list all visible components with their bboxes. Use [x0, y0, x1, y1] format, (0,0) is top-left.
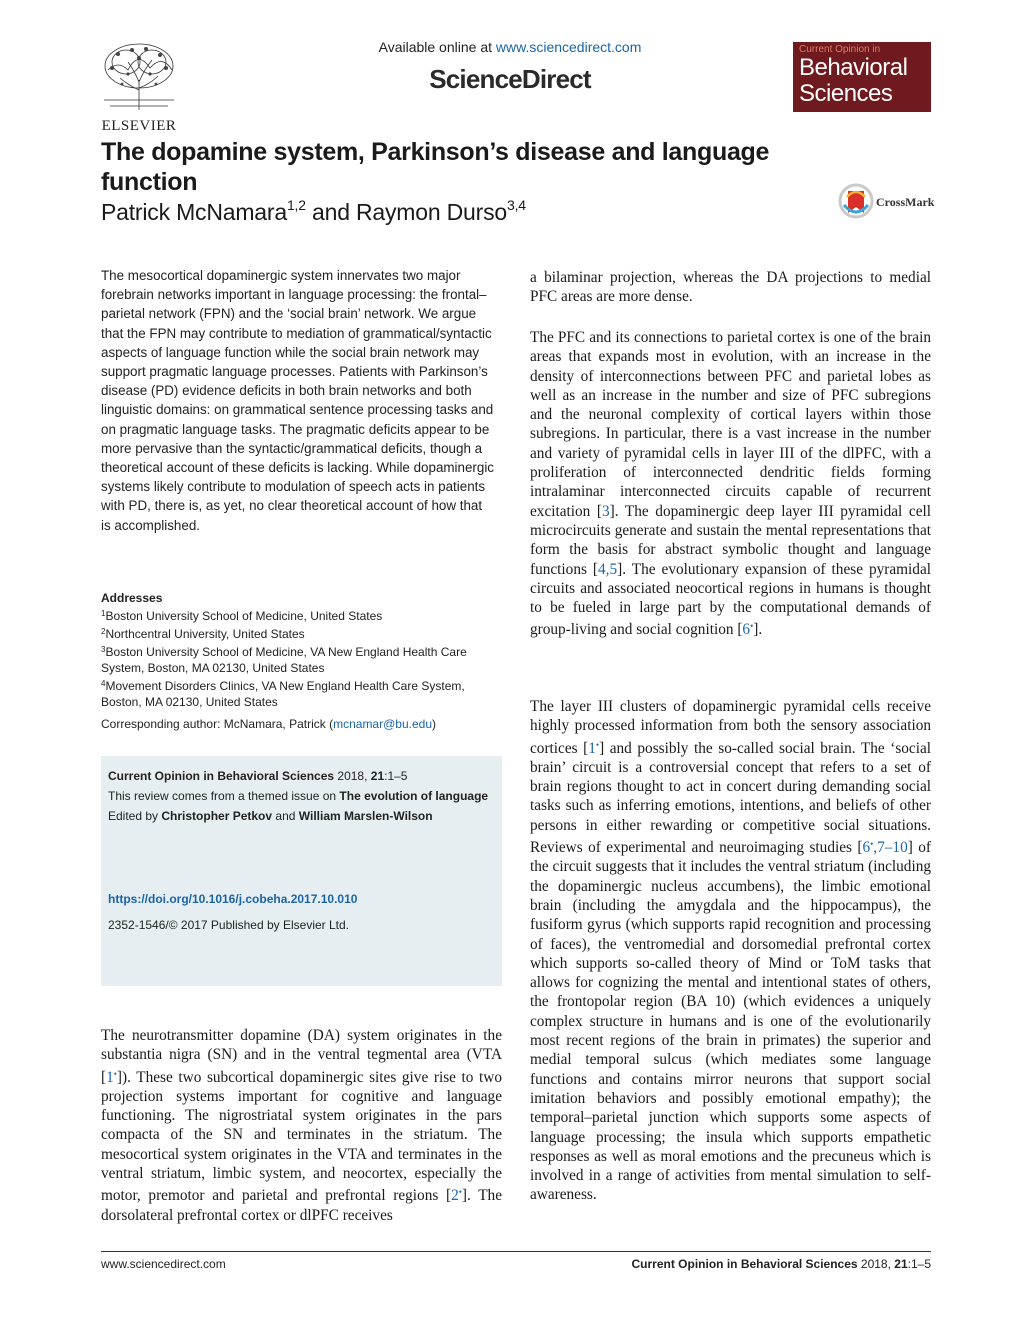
body-text-span: ] and possibly the so-called social brain. The ‘social brain’ circuit is a controversial concept that refers to a set of brain regions thought to act in concert during demanding social tasks such as inferring emotions, intentions, and beliefs of other persons in either rewarding or competitive social situations. Reviews of experimental and neuroimaging studies [ — [530, 739, 932, 857]
body-text-span: ]. The dorsolateral prefrontal cortex or dlPFC receives — [101, 1187, 502, 1224]
publisher-wordmark: ELSEVIER — [101, 118, 177, 134]
footer-site-link[interactable]: www.sciencedirect.com — [101, 1257, 226, 1271]
theme-line — [108, 786, 496, 806]
footer-volume: 21 — [894, 1257, 908, 1271]
citation-link[interactable] — [862, 839, 907, 856]
address-text: Movement Disorders Clinics, VA New England Health Care System, Boston, MA 02130, United States — [101, 679, 465, 709]
journal-name: Current Opinion in Behavioral Sciences — [108, 769, 335, 783]
author-line — [101, 197, 526, 226]
address-number: 3 — [101, 645, 106, 654]
addresses-heading: Addresses — [101, 591, 163, 605]
citation-volume: 21 — [370, 769, 385, 783]
body-text-span: ]. The dopaminergic deep layer III pyramidal cell microcircuits generate and sustain the mental representations that form the basis for abstract symbolic thought and language functions [ — [530, 502, 931, 578]
journal-badge — [793, 42, 931, 112]
citation-mark: • — [595, 739, 600, 750]
citation-mark: • — [750, 621, 754, 632]
citation-link[interactable] — [451, 1187, 462, 1204]
author-name: Raymon Durso — [355, 199, 507, 225]
address-text: Northcentral University, United States — [105, 627, 305, 641]
citation-number: 6 — [742, 621, 751, 639]
footer-divider — [101, 1251, 931, 1252]
editor-name: William Marslen-Wilson — [298, 809, 433, 823]
citation-link[interactable] — [106, 1069, 117, 1086]
citation-number: 6 — [862, 839, 871, 857]
corresponding-text: Corresponding author: McNamara, Patrick ( — [101, 717, 334, 731]
address-number: 4 — [101, 679, 106, 688]
body-text-span: The PFC and its connections to parietal cortex is one of the brain areas that expands most in evolution, with an increase in the density of interconnections between PFC and parietal lobes as well as an increase in the number and size of PFC subregions and the neuronal complexity of cortical layers within those subregions. In particular, there is a vast increase in the number and variety of pyramidal cells in layer III of the dlPFC, with a proliferation of interconnected dendritic fields forming intralaminar interconnected circuits capable of recurrent excitation [ — [530, 329, 931, 520]
citation-pages: :1–5 — [384, 769, 408, 783]
citation-line — [108, 766, 496, 786]
editor-name: Christopher Petkov — [161, 809, 273, 823]
available-online-text: Available online at — [378, 39, 496, 55]
citation-mark: • — [113, 1068, 117, 1079]
citation-link[interactable] — [588, 740, 599, 757]
address-number: 2 — [101, 627, 106, 636]
footer-citation — [632, 1257, 931, 1271]
abstract: The mesocortical dopaminergic system innervates two major forebrain networks important in language processing: the frontal–parietal network (FPN) and the ‘social brain’ network. We argue that the FPN may contribute to mediation of grammatical/syntactic aspects of language function while the social brain network may support pragmatic language processes. Patients with Parkinson’s disease (PD) evidence deficits in both brain networks and both linguistic domains: on grammatical sentence processing tasks and on pragmatic language tasks. The pragmatic deficits appear to be more pervasive than the syntactic/grammatical deficits, though a theoretical account of these deficits is lacking. While dopaminergic systems likely contribute to modulation of speech acts in patients with PD, there is, as yet, no clear theoretical account of how that is accomplished. — [101, 268, 494, 533]
article-info-box — [101, 756, 502, 986]
citation-link[interactable]: 4,5 — [598, 560, 618, 578]
issn-copyright: 2352-1546/© 2017 Published by Elsevier Ltd. — [108, 918, 350, 932]
body-paragraph — [530, 328, 931, 640]
body-text-span: The layer III clusters of dopaminergic pyramidal cells receive highly processed information from both the sensory association cortices [ — [530, 698, 931, 757]
address-text: Boston University School of Medicine, VA New England Health Care System, Boston, MA 02130, United States — [101, 645, 467, 675]
citation-year: 2018, — [334, 769, 371, 783]
corresponding-author — [101, 717, 501, 731]
footer-journal: Current Opinion in Behavioral Sciences — [631, 1257, 858, 1271]
theme-prefix: This review comes from a themed issue on — [108, 789, 340, 803]
article-title: The dopamine system, Parkinson’s disease and language function — [101, 138, 770, 196]
citation-mark: • — [870, 839, 874, 850]
body-text-span: The neurotransmitter dopamine (DA) system originates in the substantia nigra (SN) and in the ventral tegmental area (VTA [ — [101, 1027, 502, 1086]
sciencedirect-wordmark: ScienceDirect — [429, 64, 591, 94]
citation-number: 2 — [451, 1187, 459, 1205]
journal-badge-line1: Behavioral — [799, 54, 908, 81]
address-number: 1 — [101, 609, 106, 618]
citation-number: 1 — [106, 1068, 114, 1086]
sciencedirect-link[interactable]: www.sciencedirect.com — [495, 39, 642, 55]
body-text-span: ] of the circuit suggests that it includes the ventral striatum (including the dopaminergic nucleus accumbens), the limbic emotional brain (including the amygdala and the hippocampus), the fusiform gyrus (which supports rapid recognition and processing of faces), the ventromedial and dorsomedial prefrontal cortex which supports so-called theory of Mind or ToM tasks that allows for cognizing the mental and intentional states of others, the frontopolar region (BA 10) (which evidences a uniquely complex structure in humans and is one of the evolutionarily most recent regions of the brain in primates) the superior and medial temporal sulcus (which mediates some language functions and contains mirror neurons that support social imitation behaviors and possibly emotional empathy); the temporal–parietal junction which supports some aspects of language processing; the insula which supports empathetic responses as well as moral emotions and the precuneus which is involved in a range of activities from mental simulation to self-awareness. — [530, 839, 931, 1204]
address-item — [101, 676, 501, 710]
journal-badge-line2: Sciences — [799, 80, 893, 107]
body-text-span: ]). These two subcortical dopaminergic sites give rise to two projection systems important for cognitive and language functioning. The nigrostriatal system originates in the pars compacta of the SN and terminates in the striatum. The mesocortical system originates in the VTA and terminates in the ventral striatum, limbic system, and neocortex, especially the motor, premotor and parietal and prefrontal regions [ — [101, 1068, 502, 1205]
footer-pages: :1–5 — [907, 1257, 931, 1271]
address-text: Boston University School of Medicine, United States — [105, 609, 383, 623]
address-item — [101, 606, 501, 624]
address-item — [101, 624, 501, 642]
address-item — [101, 642, 501, 676]
citation-number: ,7–10 — [873, 839, 908, 857]
footer-year: 2018, — [857, 1257, 895, 1271]
editors-prefix: Edited by — [108, 809, 162, 823]
theme-name: The evolution of language — [339, 789, 489, 803]
citation-link[interactable]: 3 — [602, 502, 610, 520]
author-affiliation: 3,4 — [506, 197, 526, 213]
citation-mark: • — [458, 1187, 462, 1198]
body-paragraph: a bilaminar projection, whereas the DA projections to medial PFC areas are more dense. — [530, 269, 931, 306]
citation-link[interactable] — [742, 621, 753, 638]
body-paragraph — [101, 1026, 502, 1225]
editor-conjunction: and — [272, 809, 299, 823]
body-text-span: ]. The evolutionary expansion of these pyramidal circuits and associated neocortical regions in humans is thought to be fueled in large part by the computational demands of group-living and social cognition [ — [530, 560, 931, 639]
editors-line — [108, 806, 496, 826]
author-name: Patrick McNamara — [101, 199, 287, 225]
corresponding-close: ) — [432, 717, 436, 731]
addresses — [101, 590, 501, 710]
author-affiliation: 1,2 — [286, 197, 306, 213]
citation-number: 1 — [588, 739, 596, 757]
crossmark-icon — [838, 183, 874, 221]
doi-link[interactable]: https://doi.org/10.1016/j.cobeha.2017.10.010 — [108, 892, 358, 906]
body-text-span: ]. — [753, 621, 763, 639]
body-paragraph — [530, 697, 931, 1205]
author-conjunction: and — [305, 199, 356, 225]
crossmark-label: CrossMark — [876, 194, 935, 209]
journal-badge-small: Current Opinion in — [799, 44, 881, 55]
crossmark-button[interactable] — [838, 183, 938, 221]
corresponding-email-link[interactable]: mcnamar@bu.edu — [333, 717, 432, 731]
